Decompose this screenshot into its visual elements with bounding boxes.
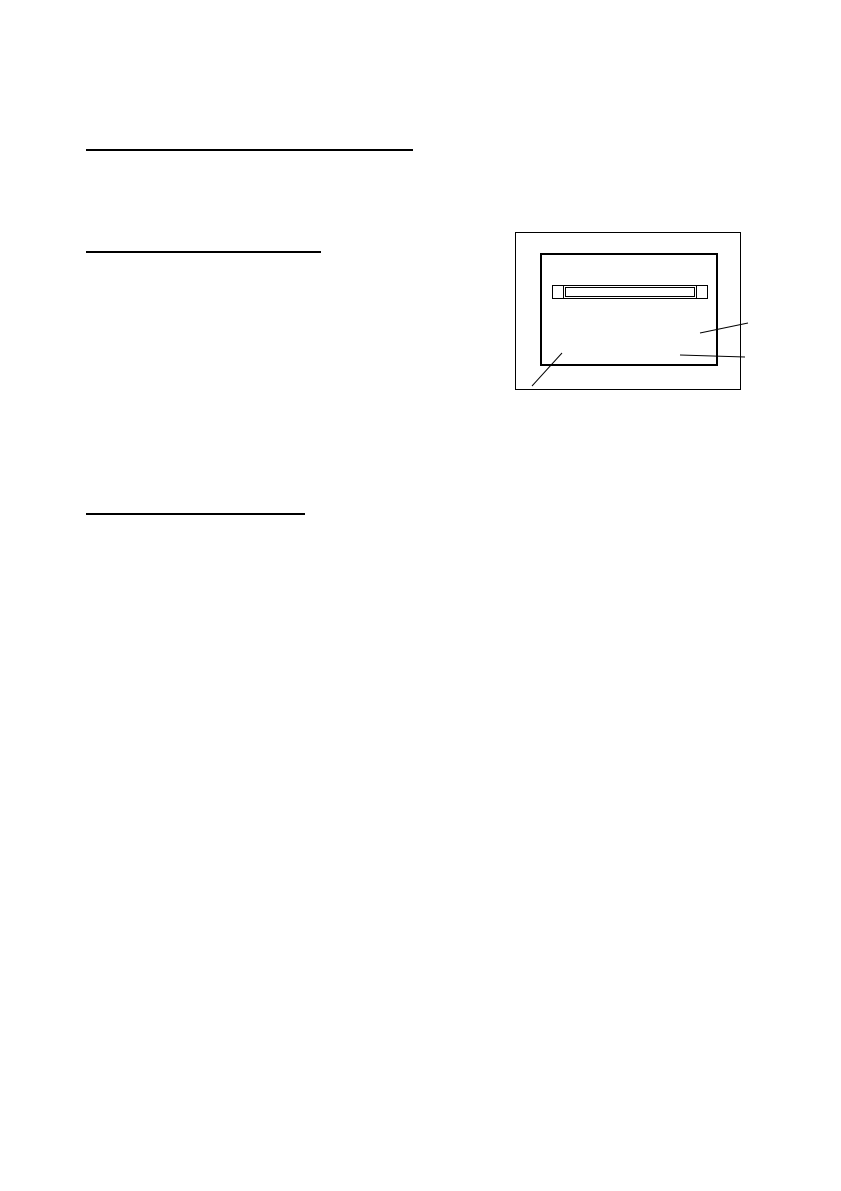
section-rule-1 [86,149,413,151]
section-rule-3 [86,513,305,515]
brightness-slider [552,285,708,299]
osd-screen [540,253,718,366]
plus-glyph [696,285,708,299]
slider-track [565,287,695,297]
minus-glyph [552,285,564,299]
osd-diagram [515,232,741,390]
section-rule-2 [86,251,321,253]
